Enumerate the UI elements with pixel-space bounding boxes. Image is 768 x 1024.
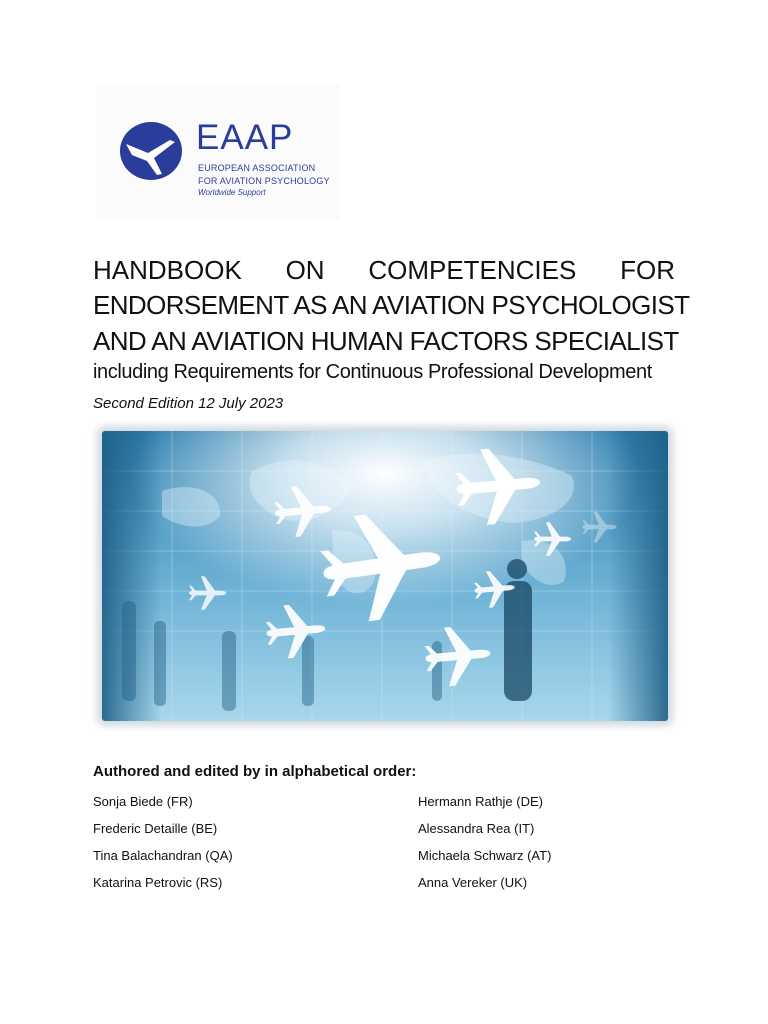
title-word: FOR [620, 255, 675, 285]
hero-image [102, 431, 668, 721]
title-word: COMPETENCIES [368, 255, 577, 285]
title-word: HANDBOOK [93, 255, 242, 285]
logo-tagline: Worldwide Support [198, 188, 266, 197]
author-name: Frederic Detaille (BE) [93, 821, 218, 836]
logo-org-line-1: EUROPEAN ASSOCIATION [198, 163, 316, 173]
title-word: ON [285, 255, 325, 285]
author-name: Hermann Rathje (DE) [418, 794, 543, 809]
title-line-1 [93, 257, 675, 283]
author-name: Katarina Petrovic (RS) [93, 875, 223, 890]
title-line-2: ENDORSEMENT AS AN AVIATION PSYCHOLOGIST [93, 290, 690, 320]
author-name: Michaela Schwarz (AT) [418, 848, 552, 863]
subtitle: including Requirements for Continuous Professional Development [93, 361, 652, 383]
logo-org-line-2: FOR AVIATION PSYCHOLOGY [198, 176, 330, 186]
logo-acronym: EAAP [196, 118, 294, 157]
edition-date: Second Edition 12 July 2023 [93, 395, 284, 412]
airplanes-world-map-image [102, 431, 668, 721]
title-line-3: AND AN AVIATION HUMAN FACTORS SPECIALIST [93, 326, 679, 356]
plane-emblem-icon [118, 120, 184, 182]
author-name: Sonja Biede (FR) [93, 794, 193, 809]
author-name: Anna Vereker (UK) [418, 875, 528, 890]
eaap-logo [96, 84, 340, 220]
author-name: Alessandra Rea (IT) [418, 821, 535, 836]
author-name: Tina Balachandran (QA) [93, 848, 233, 863]
authors-heading: Authored and edited by in alphabetical order: [93, 763, 417, 780]
